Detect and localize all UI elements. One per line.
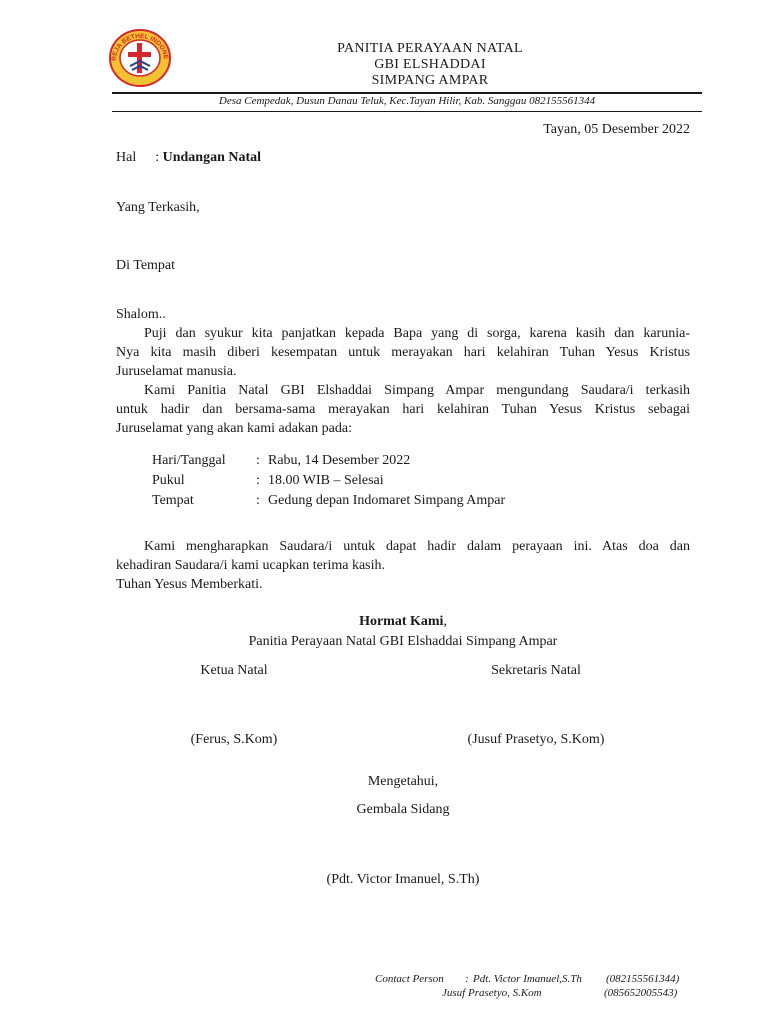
blessing-line: Tuhan Yesus Memberkati. xyxy=(116,577,263,592)
paragraph-2-line-1: Kami Panitia Natal GBI Elshaddai Simpang Ampar mengundang Saudara/i terkasih xyxy=(144,383,690,398)
committee-name: Panitia Perayaan Natal GBI Elshaddai Simpang Ampar xyxy=(248,634,558,649)
contact-label: Contact Person xyxy=(375,973,444,985)
event-detail-separator: : xyxy=(256,473,260,488)
event-detail-label: Tempat xyxy=(152,493,194,508)
regards-comma: , xyxy=(443,614,447,629)
event-detail-separator: : xyxy=(256,453,260,468)
letterhead-line-1: PANITIA PERAYAAN NATAL xyxy=(337,41,523,56)
right-signatory-name: (Jusuf Prasetyo, S.Kom) xyxy=(467,732,605,747)
left-signatory-role: Ketua Natal xyxy=(200,663,268,678)
recipient-place: Di Tempat xyxy=(116,258,176,273)
paragraph-1-line-1: Puji dan syukur kita panjatkan kepada Bapa yang di sorga, karena kasih dan karunia- xyxy=(144,326,690,341)
salutation: Shalom.. xyxy=(116,307,166,322)
event-detail-value: Gedung depan Indomaret Simpang Ampar xyxy=(268,493,506,508)
letterhead-address: Desa Cempedak, Dusun Danau Teluk, Kec.Tayan Hilir, Kab. Sanggau 082155561344 xyxy=(218,95,596,107)
contact-separator: : xyxy=(465,973,469,985)
church-logo xyxy=(108,28,172,88)
regards-line xyxy=(116,612,690,632)
acknowledged-label: Mengetahui, xyxy=(367,774,439,789)
letter-date: Tayan, 05 Desember 2022 xyxy=(543,122,690,137)
event-detail-row xyxy=(152,451,505,471)
paragraph-1-line-3: Juruselamat manusia. xyxy=(116,364,237,379)
paragraph-1-line-2: Nya kita masih diberi kesempatan untuk merayakan hari kelahiran Tuhan Yesus Kristus xyxy=(116,345,690,360)
letterhead-line-3: SIMPANG AMPAR xyxy=(371,73,489,88)
paragraph-3 xyxy=(116,537,690,594)
pastor-role: Gembala Sidang xyxy=(356,802,450,817)
letterhead-bottom-rule xyxy=(112,111,702,112)
contact-phone-2: (085652005543) xyxy=(604,987,678,999)
paragraph-1 xyxy=(116,324,690,381)
right-signatory-role: Sekretaris Natal xyxy=(491,663,581,678)
pastor-name: (Pdt. Victor Imanuel, S.Th) xyxy=(326,872,480,887)
paragraph-3-line-2: kehadiran Saudara/i kami ucapkan terima kasih. xyxy=(116,558,386,573)
contact-person-1: Pdt. Victor Imanuel,S.Th xyxy=(473,973,582,985)
letterhead-top-rule xyxy=(112,92,702,94)
event-detail-value: 18.00 WIB – Selesai xyxy=(268,473,384,488)
paragraph-2 xyxy=(116,381,690,438)
left-signatory-name: (Ferus, S.Kom) xyxy=(190,732,278,747)
contact-phone-1: (082155561344) xyxy=(606,973,680,985)
event-detail-row xyxy=(152,471,505,491)
recipient-greeting: Yang Terkasih, xyxy=(116,200,200,215)
paragraph-2-line-3: Juruselamat yang akan kami adakan pada: xyxy=(116,421,352,436)
church-logo-emblem-icon xyxy=(108,28,172,88)
event-details xyxy=(152,451,505,511)
event-detail-row xyxy=(152,491,505,511)
subject-separator: : xyxy=(155,150,160,165)
paragraph-2-line-2: untuk hadir dan bersama-sama merayakan hari kelahiran Tuhan Yesus Kristus sebagai xyxy=(116,402,690,417)
regards-text: Hormat Kami xyxy=(359,614,444,629)
subject-value: Undangan Natal xyxy=(162,150,262,165)
subject-line xyxy=(116,148,261,168)
paragraph-3-line-1: Kami mengharapkan Saudara/i untuk dapat hadir dalam perayaan ini. Atas doa dan xyxy=(144,539,690,554)
event-detail-separator: : xyxy=(256,493,260,508)
event-detail-value: Rabu, 14 Desember 2022 xyxy=(268,453,411,468)
logo-text: REJA BETHEL INDONE xyxy=(110,32,170,62)
letterhead-line-2: GBI ELSHADDAI xyxy=(374,57,486,72)
event-detail-label: Pukul xyxy=(152,473,185,488)
contact-person-2: Jusuf Prasetyo, S.Kom xyxy=(442,987,542,999)
event-detail-label: Hari/Tanggal xyxy=(152,453,226,468)
subject-label: Hal xyxy=(116,150,137,165)
